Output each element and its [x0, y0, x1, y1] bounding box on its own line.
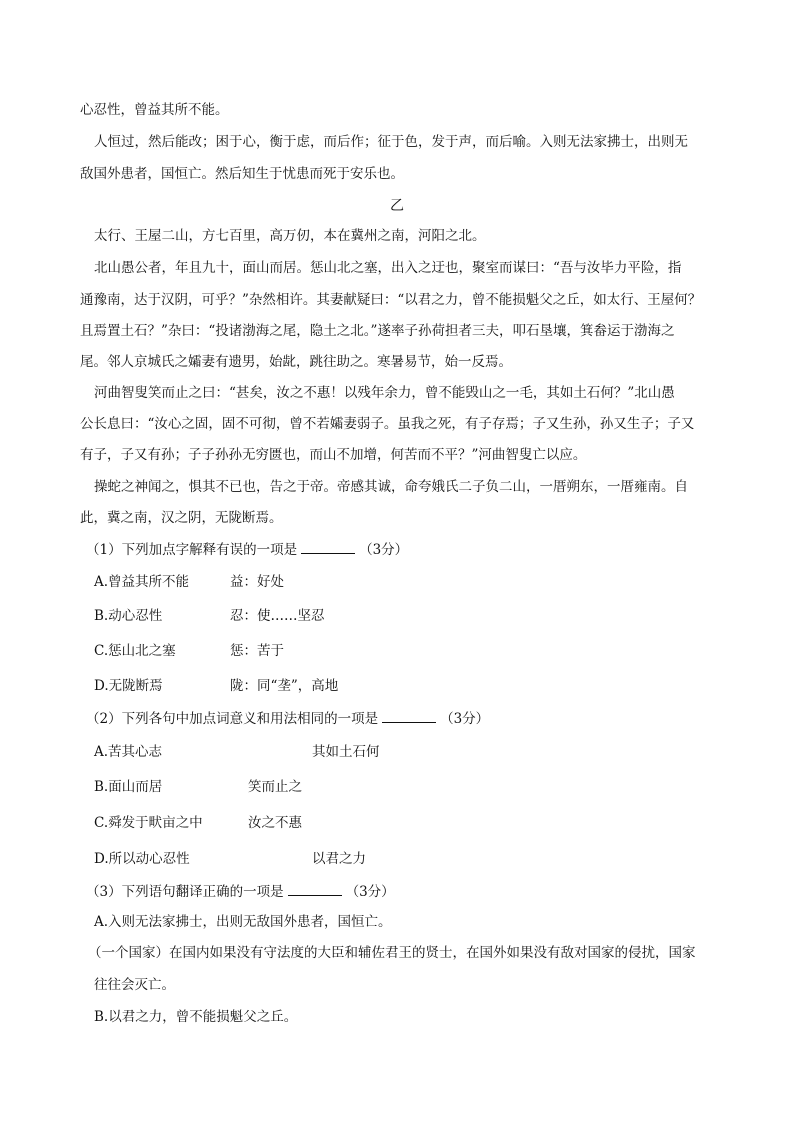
passage-a-line-2: 人恒过，然后能改；困于心，衡于虑，而后作；征于色，发于声，而后喻。入则无法家拂士，出则无: [94, 134, 688, 150]
passage-b-para-3-line-1: 河曲智叟笑而止之曰：“甚矣，汝之不惠！以残年余力，曾不能毁山之一毛，其如土石何？”北山愚: [94, 385, 675, 401]
q3-option-a: A.入则无法家拂士，出则无敌国外患者，国恒亡。: [94, 914, 392, 930]
passage-b-para-4-line-2: 此，冀之南，汉之阴，无陇断焉。: [80, 510, 283, 526]
passage-b-para-4-line-1: 操蛇之神闻之，惧其不已也，告之于帝。帝感其诚，命夸娥氏二子负二山，一厝朔东，一厝雍南。自: [94, 479, 688, 495]
q1-option-b: B.动心忍性: [94, 608, 163, 624]
q2-option-b-pair: 笑而止之: [248, 779, 302, 795]
q3-option-b: B.以君之力，曾不能损魁父之丘。: [94, 1009, 298, 1025]
q2-option-d: D.所以动心忍性: [94, 851, 190, 867]
q1-option-c-gloss: 惩：苦于: [230, 643, 284, 659]
passage-b-para-1: 太行、王屋二山，方七百里，高万仞，本在冀州之南，河阳之北。: [94, 228, 486, 244]
q1-option-c: C.惩山北之塞: [94, 643, 176, 659]
q3-translation-a-line-2: 往往会灭亡。: [94, 977, 175, 993]
passage-b-para-3-line-2: 公长息曰：“汝心之固，固不可彻，曾不若孀妻弱子。虽我之死，有子存焉；子又生孙，孙又生子；子又: [80, 416, 695, 432]
question-3-stem: [86, 883, 395, 901]
passage-a-line-3: 敌国外患者，国恒亡。然后知生于忧患而死于安乐也。: [80, 166, 404, 182]
q1-option-d: D.无陇断焉: [94, 678, 163, 694]
passage-b-para-2-line-4: 尾。邻人京城氏之孀妻有遗男，始龀，跳往助之。寒暑易节，始一反焉。: [80, 354, 512, 370]
question-2-text: （2）下列各句中加点词意义和用法相同的一项是: [86, 711, 379, 727]
q1-option-a: A.曾益其所不能: [94, 574, 190, 590]
q1-option-b-gloss: 忍：使……坚忍: [230, 608, 325, 624]
question-2-stem: [86, 710, 489, 728]
q2-option-a: A.苦其心志: [94, 744, 163, 760]
passage-b-para-2-line-2: 通豫南，达于汉阴，可乎？”杂然相许。其妻献疑曰：“以君之力，曾不能损魁父之丘，如太行、王屋何？: [80, 292, 702, 308]
question-3-text: （3）下列语句翻译正确的一项是: [86, 884, 284, 900]
q2-option-c-pair: 汝之不惠: [248, 815, 302, 831]
question-1-text: （1）下列加点字解释有误的一项是: [86, 542, 298, 558]
question-1-blank: [301, 541, 355, 554]
question-2-blank: [382, 710, 436, 723]
question-3-score: （3分）: [345, 884, 395, 900]
question-1-score: （3分）: [359, 542, 409, 558]
q2-option-c: C.舜发于畎亩之中: [94, 815, 203, 831]
section-label: 乙: [390, 198, 404, 214]
q3-translation-a-line-1: （一个国家）在国内如果没有守法度的大臣和辅佐君王的贤士，在国外如果没有敌对国家的侵扰，国家: [88, 945, 696, 961]
question-3-blank: [288, 883, 342, 896]
question-1-stem: [86, 541, 408, 559]
passage-b-para-2-line-3: 且焉置土石？”杂曰：“投诸渤海之尾，隐土之北。”遂率子孙荷担者三夫，叩石垦壤，箕畚运于渤海之: [80, 323, 675, 339]
q2-option-d-pair: 以君之力: [312, 851, 366, 867]
passage-b-para-2-line-1: 北山愚公者，年且九十，面山而居。惩山北之塞，出入之迂也，聚室而谋曰：“吾与汝毕力平险，指: [94, 260, 682, 276]
q1-option-a-gloss: 益：好处: [230, 574, 284, 590]
passage-a-line-1: 心忍性，曾益其所不能。: [80, 102, 229, 118]
q1-option-d-gloss: 陇：同“垄”，高地: [230, 678, 339, 694]
passage-b-para-3-line-3: 有子，子又有孙；子子孙孙无穷匮也，而山不加增，何苦而不平？”河曲智叟亡以应。: [80, 447, 587, 463]
question-2-score: （3分）: [440, 711, 490, 727]
q2-option-b: B.面山而居: [94, 779, 163, 795]
q2-option-a-pair: 其如土石何: [312, 744, 380, 760]
